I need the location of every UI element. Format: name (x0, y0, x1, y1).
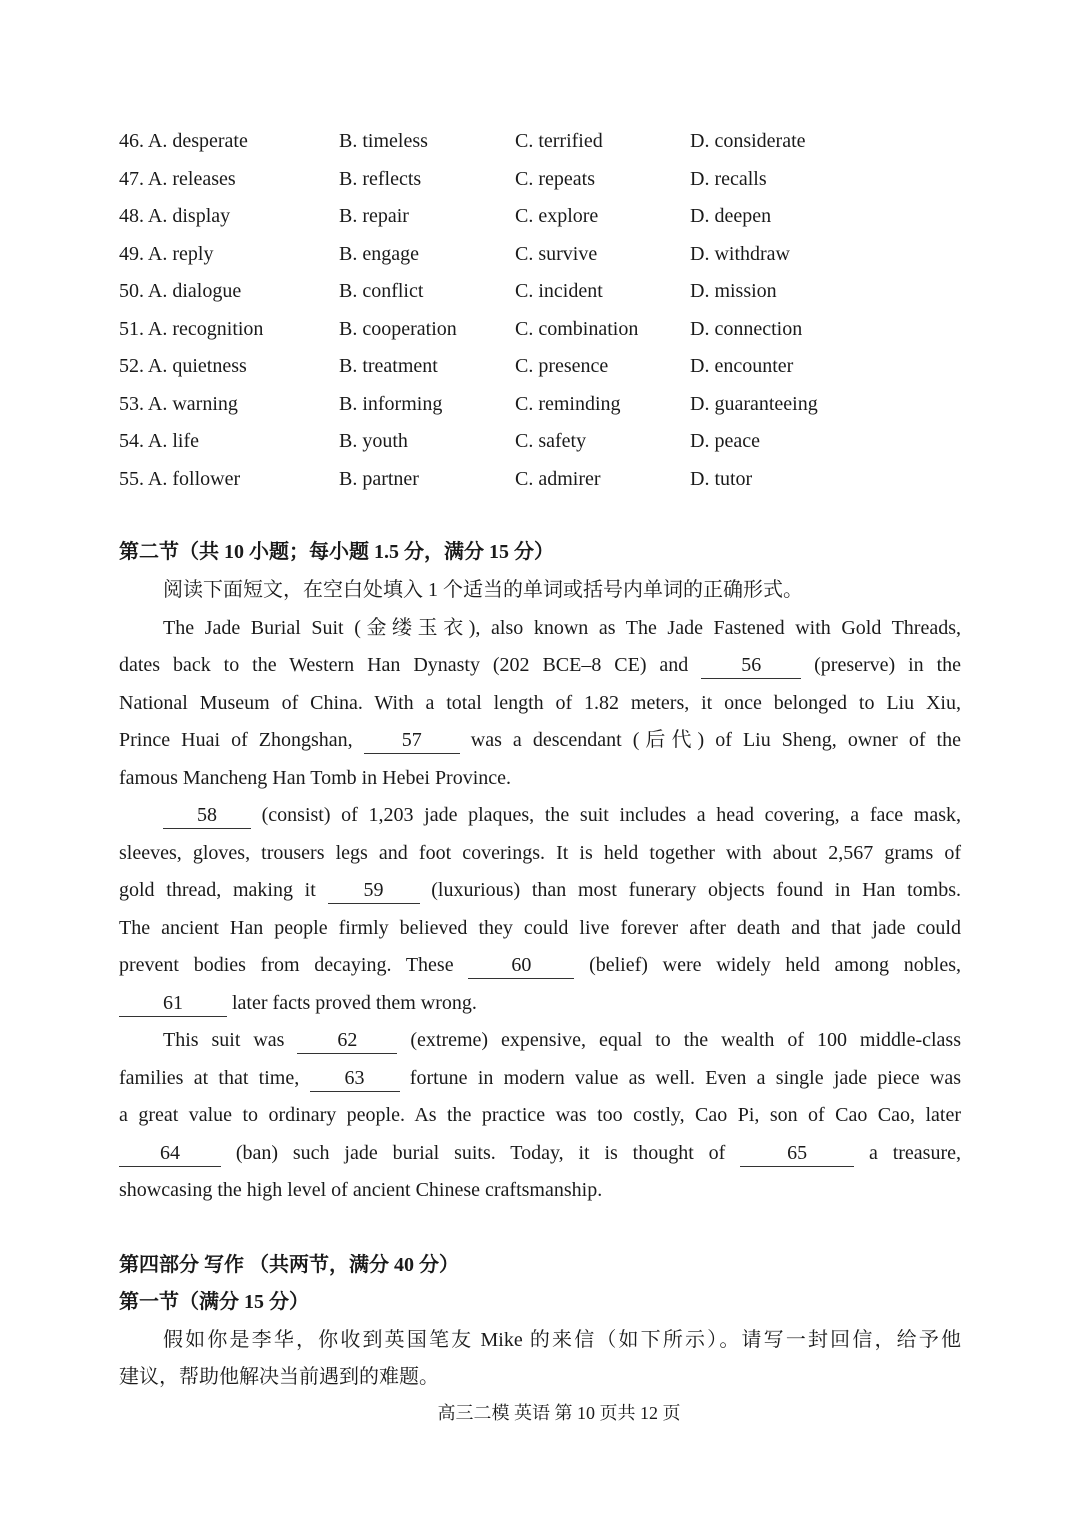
option-b: B. engage (339, 242, 419, 265)
option-a: 49. A. reply (119, 242, 214, 265)
passage-line: gold thread, making it 59 (luxurious) than most funerary objects found in Han tombs. (119, 872, 961, 910)
option-c: C. survive (515, 242, 598, 265)
blank-62[interactable]: 62 (297, 1027, 397, 1054)
option-b: B. cooperation (339, 317, 457, 340)
option-b: B. reflects (339, 167, 422, 190)
writing-prompt-line1: 假如你是李华，你收到英国笔友 Mike 的来信（如下所示）。请写一封回信，给予他 (163, 1329, 961, 1351)
option-c: C. terrified (515, 130, 603, 152)
blank-65[interactable]: 65 (740, 1140, 854, 1167)
option-c: C. incident (515, 280, 603, 302)
option-row-53 (119, 389, 979, 419)
option-row-55 (119, 464, 979, 494)
option-d: D. guaranteeing (690, 392, 818, 415)
passage-line: dates back to the Western Han Dynasty (202 BCE–8 CE) and 56 (preserve) in the (119, 647, 961, 685)
option-a: 53. A. warning (119, 392, 238, 415)
option-a: 55. A. follower (119, 467, 241, 490)
option-a: 51. A. recognition (119, 317, 264, 340)
option-d: D. withdraw (690, 242, 790, 265)
passage-line: sleeves, gloves, trousers legs and foot coverings. It is held together with about 2,567 grams of (119, 842, 961, 864)
option-a: 50. A. dialogue (119, 280, 242, 302)
option-row-48 (119, 201, 979, 231)
option-b: B. youth (339, 430, 408, 452)
passage-line: 64 (ban) such jade burial suits. Today, it is thought of 65 a treasure, (119, 1135, 961, 1173)
option-c: C. safety (515, 430, 587, 452)
option-b: B. conflict (339, 280, 424, 302)
option-b: B. informing (339, 392, 443, 415)
option-row-54 (119, 426, 979, 456)
passage-line: This suit was 62 (extreme) expensive, equal to the wealth of 100 middle-class (119, 1022, 961, 1060)
option-a: 54. A. life (119, 430, 199, 452)
option-c: C. repeats (515, 167, 595, 190)
blank-63[interactable]: 63 (310, 1065, 400, 1092)
passage-line: 58 (consist) of 1,203 jade plaques, the suit includes a head covering, a face mask, (119, 797, 961, 835)
blank-57[interactable]: 57 (364, 727, 460, 754)
option-a: 48. A. display (119, 205, 231, 227)
option-b: B. timeless (339, 130, 428, 152)
part4-heading: 第四部分 写作 （共两节，满分 40 分） (119, 1254, 459, 1276)
option-row-51 (119, 314, 979, 344)
passage-line: 61 later facts proved them wrong. (119, 985, 961, 1023)
option-d: D. deepen (690, 205, 772, 227)
blank-64[interactable]: 64 (119, 1140, 221, 1167)
passage-line: National Museum of China. With a total length of 1.82 meters, it once belonged to Liu Xiu, (119, 692, 961, 714)
blank-60[interactable]: 60 (468, 952, 574, 979)
section2-heading: 第二节（共 10 小题；每小题 1.5 分，满分 15 分） (119, 541, 554, 563)
passage-line: The ancient Han people firmly believed they could live forever after death and that jade could (119, 917, 961, 939)
passage-line: prevent bodies from decaying. These 60 (belief) were widely held among nobles, (119, 947, 961, 985)
passage-line: a great value to ordinary people. As the practice was too costly, Cao Pi, son of Cao Cao, later (119, 1104, 961, 1126)
option-row-52 (119, 351, 979, 381)
part4-section1-heading: 第一节（满分 15 分） (119, 1291, 309, 1313)
passage-line: famous Mancheng Han Tomb in Hebei Province. (119, 767, 512, 789)
option-b: B. partner (339, 467, 419, 490)
section2-instruction: 阅读下面短文，在空白处填入 1 个适当的单词或括号内单词的正确形式。 (163, 579, 803, 601)
option-c: C. admirer (515, 467, 601, 490)
option-c: C. explore (515, 205, 599, 227)
option-c: C. presence (515, 355, 609, 377)
option-d: D. connection (690, 317, 803, 340)
option-b: B. repair (339, 205, 409, 227)
blank-56[interactable]: 56 (701, 652, 801, 679)
option-d: D. considerate (690, 130, 806, 152)
blank-61[interactable]: 61 (119, 990, 227, 1017)
option-c: C. combination (515, 317, 639, 340)
blank-58[interactable]: 58 (163, 802, 251, 829)
option-a: 47. A. releases (119, 167, 236, 190)
option-row-47 (119, 164, 979, 194)
option-c: C. reminding (515, 392, 621, 415)
option-row-49 (119, 239, 979, 269)
option-b: B. treatment (339, 355, 438, 377)
option-a: 46. A. desperate (119, 130, 248, 152)
writing-prompt-line2: 建议，帮助他解决当前遇到的难题。 (119, 1366, 439, 1388)
passage-line: families at that time, 63 fortune in modern value as well. Even a single jade piece was (119, 1060, 961, 1098)
option-d: D. recalls (690, 167, 767, 190)
option-row-46 (119, 126, 979, 156)
page-footer: 高三二模 英语 第 10 页共 12 页 (437, 1403, 681, 1423)
option-d: D. mission (690, 280, 777, 302)
option-a: 52. A. quietness (119, 355, 247, 377)
option-d: D. encounter (690, 355, 794, 377)
passage-line: The Jade Burial Suit (金缕玉衣), also known as The Jade Fastened with Gold Threads, (163, 617, 961, 639)
option-d: D. tutor (690, 467, 753, 490)
passage-line: showcasing the high level of ancient Chinese craftsmanship. (119, 1179, 603, 1201)
blank-59[interactable]: 59 (328, 877, 420, 904)
passage-line: Prince Huai of Zhongshan, 57 was a descendant (后代) of Liu Sheng, owner of the (119, 722, 961, 760)
option-row-50 (119, 276, 979, 306)
option-d: D. peace (690, 430, 760, 452)
